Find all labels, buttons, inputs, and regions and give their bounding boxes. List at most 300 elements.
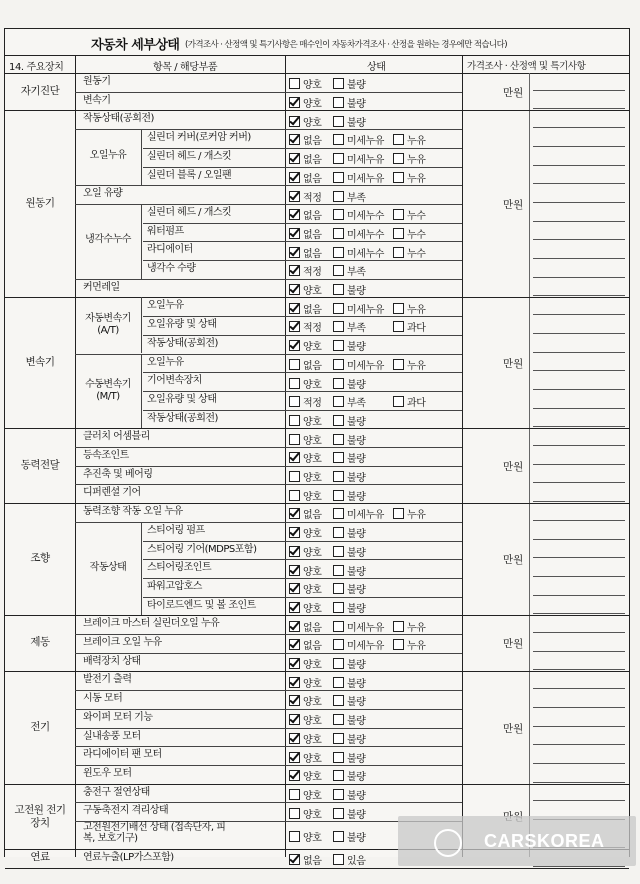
price-entry-line[interactable] [533,165,625,166]
checked-checkbox-icon[interactable] [289,770,300,781]
price-entry-line[interactable] [533,669,625,670]
price-entry-line[interactable] [533,221,625,222]
checkbox-icon[interactable] [333,78,344,89]
status-option[interactable] [393,226,426,241]
status-option[interactable] [333,207,384,222]
status-option[interactable] [393,319,426,334]
status-option[interactable] [393,506,426,521]
status-option[interactable] [333,76,366,91]
checkbox-icon[interactable] [333,209,344,220]
status-option[interactable] [333,450,366,465]
status-option[interactable] [333,132,384,147]
checkbox-icon[interactable] [333,831,344,842]
status-option-label: 누유 [407,136,426,148]
checkbox-icon[interactable] [333,153,344,164]
status-option[interactable] [393,151,426,166]
status-option[interactable] [289,544,322,559]
status-option-label: 불량 [347,678,366,690]
checkbox-icon[interactable] [289,396,300,407]
row-divider [75,765,462,766]
checkbox-icon[interactable] [333,733,344,744]
price-entry-line[interactable] [533,576,625,577]
status-option[interactable] [289,301,322,316]
checked-checkbox-icon[interactable] [289,602,300,613]
checkbox-icon[interactable] [289,378,300,389]
status-option[interactable] [393,357,426,372]
checked-checkbox-icon[interactable] [289,752,300,763]
status-option-label: 양호 [303,716,322,728]
checkbox-icon[interactable] [333,321,344,332]
checkbox-icon[interactable] [333,752,344,763]
status-option[interactable] [333,413,366,428]
subgroup-divider [141,129,142,185]
status-option[interactable] [393,170,426,185]
status-option-label: 없음 [303,155,322,167]
col-item: 항목 / 해당부품 [153,62,218,73]
status-option[interactable] [333,544,366,559]
checkbox-icon[interactable] [333,228,344,239]
status-option-label: 불량 [347,603,366,615]
status-option[interactable] [289,656,322,671]
checked-checkbox-icon[interactable] [289,116,300,127]
price-entry-line[interactable] [533,258,625,259]
checkbox-icon[interactable] [289,415,300,426]
status-option[interactable] [289,637,322,652]
status-option[interactable] [289,829,322,844]
checked-checkbox-icon[interactable] [289,508,300,519]
status-option[interactable] [333,245,384,260]
price-entry-line[interactable] [533,408,625,409]
price-entry-line[interactable] [533,688,625,689]
status-option-label: 불량 [347,491,366,503]
row-item-label: 배력장치 상태 [83,655,141,667]
checked-checkbox-icon[interactable] [289,714,300,725]
checkbox-icon[interactable] [333,583,344,594]
section-label: 원동기 [25,196,55,209]
status-option[interactable] [333,394,366,409]
checked-checkbox-icon[interactable] [289,565,300,576]
status-option[interactable] [289,207,322,222]
status-option[interactable] [333,488,366,503]
checkbox-icon[interactable] [333,854,344,865]
status-option-label: 없음 [303,136,322,148]
section-label: 고전원 전기장치 [14,804,66,829]
checkbox-icon[interactable] [333,621,344,632]
status-option-label: 양호 [303,566,322,578]
status-option[interactable] [333,619,384,634]
status-option[interactable] [289,413,322,428]
status-option[interactable] [333,432,366,447]
checkbox-icon[interactable] [333,303,344,314]
checkbox-icon[interactable] [333,415,344,426]
checkbox-icon[interactable] [289,831,300,842]
status-option[interactable] [289,189,322,204]
status-option[interactable] [289,600,322,615]
price-entry-line[interactable] [533,595,625,596]
status-option[interactable] [333,731,366,746]
status-option[interactable] [289,226,322,241]
section-divider [5,428,629,429]
status-option[interactable] [333,806,366,821]
status-option-label: 없음 [303,211,322,223]
status-option-label: 불량 [347,547,366,559]
checkbox-icon[interactable] [333,508,344,519]
status-option[interactable] [289,76,322,91]
checkbox-icon[interactable] [333,396,344,407]
status-option[interactable] [333,301,384,316]
checkbox-icon[interactable] [289,490,300,501]
status-option[interactable] [333,750,366,765]
status-option[interactable] [333,852,366,867]
status-option-label: 누유 [407,360,426,372]
price-entry-line[interactable] [533,239,625,240]
status-option[interactable] [289,488,322,503]
checkbox-icon[interactable] [333,490,344,501]
status-option-label: 양호 [303,734,322,746]
checkbox-icon[interactable] [333,191,344,202]
status-option[interactable] [333,656,366,671]
row-item-label: 오일누유 [147,356,184,368]
status-option[interactable] [289,263,322,278]
status-option[interactable] [289,750,322,765]
checkbox-icon[interactable] [333,97,344,108]
status-option[interactable] [333,675,366,690]
price-entry-line[interactable] [533,763,625,764]
checkbox-icon[interactable] [393,508,404,519]
checked-checkbox-icon[interactable] [289,733,300,744]
status-option-label: 있음 [347,856,366,868]
checked-checkbox-icon[interactable] [289,583,300,594]
checked-checkbox-icon[interactable] [289,153,300,164]
subgroup-divider [141,297,142,353]
price-entry-line[interactable] [533,707,625,708]
checkbox-icon[interactable] [333,770,344,781]
status-option[interactable] [289,525,322,540]
status-option[interactable] [289,357,322,372]
row-divider [143,335,462,336]
checked-checkbox-icon[interactable] [289,321,300,332]
row-divider [75,185,462,186]
status-option[interactable] [333,506,384,521]
status-option-label: 누유 [407,510,426,522]
status-option[interactable] [333,637,384,652]
status-option[interactable] [393,245,426,260]
price-entry-line[interactable] [533,520,625,521]
status-option[interactable] [393,207,426,222]
price-entry-line[interactable] [533,202,625,203]
status-option[interactable] [333,525,366,540]
status-option[interactable] [333,600,366,615]
checkbox-icon[interactable] [289,359,300,370]
checkbox-icon[interactable] [393,228,404,239]
status-option[interactable] [333,469,366,484]
checkbox-icon[interactable] [333,658,344,669]
checked-checkbox-icon[interactable] [289,247,300,258]
checkbox-icon[interactable] [333,565,344,576]
status-option[interactable] [289,132,322,147]
status-option[interactable] [333,376,366,391]
row-item-label: 실린더 커버(로커암 커버) [147,132,251,144]
status-option[interactable] [393,132,426,147]
checkbox-icon[interactable] [333,546,344,557]
checkbox-icon[interactable] [393,303,404,314]
checkbox-icon[interactable] [393,639,404,650]
column-header [5,55,629,74]
checkbox-icon[interactable] [333,808,344,819]
checkbox-icon[interactable] [289,78,300,89]
status-option[interactable] [393,619,426,634]
status-option[interactable] [393,394,426,409]
price-entry-line[interactable] [533,108,625,109]
status-option[interactable] [289,581,322,596]
checked-checkbox-icon[interactable] [289,134,300,145]
checkbox-icon[interactable] [333,359,344,370]
checked-checkbox-icon[interactable] [289,854,300,865]
row-item-label: 작동상태(공회전) [147,337,218,349]
status-option-label: 과다 [407,323,426,335]
row-item-label: 클러치 어셈블리 [83,431,150,443]
checked-checkbox-icon[interactable] [289,658,300,669]
status-option-label: 없음 [303,229,322,241]
price-entry-line[interactable] [533,501,625,502]
row-item-label: 실내송풍 모터 [83,730,141,742]
status-option[interactable] [289,787,322,802]
status-option[interactable] [289,114,322,129]
price-entry-line[interactable] [533,651,625,652]
status-option[interactable] [333,189,366,204]
price-entry-line[interactable] [533,127,625,128]
status-option[interactable] [333,768,366,783]
status-option-label: 양호 [303,435,322,447]
price-entry-line[interactable] [533,370,625,371]
checkbox-icon[interactable] [289,471,300,482]
checkbox-icon[interactable] [393,134,404,145]
row-item-label: 시동 모터 [83,693,123,705]
status-option-label: 양호 [303,117,322,129]
checkbox-icon[interactable] [333,452,344,463]
checkbox-icon[interactable] [333,247,344,258]
checked-checkbox-icon[interactable] [289,209,300,220]
checkbox-icon[interactable] [333,527,344,538]
status-option[interactable] [333,581,366,596]
checkbox-icon[interactable] [289,434,300,445]
status-option[interactable] [333,151,384,166]
price-entry-line[interactable] [533,277,625,278]
checkbox-icon[interactable] [333,695,344,706]
status-option[interactable] [289,469,322,484]
price-entry-line[interactable] [533,482,625,483]
price-entry-line[interactable] [533,557,625,558]
checked-checkbox-icon[interactable] [289,172,300,183]
divider [285,55,286,857]
status-option-label: 적정 [303,192,322,204]
status-option-label: 없음 [303,173,322,185]
checkbox-icon[interactable] [333,677,344,688]
price-entry-line[interactable] [533,800,625,801]
status-option[interactable] [333,338,366,353]
price-unit-label: 만원 [503,198,524,211]
status-option[interactable] [333,829,366,844]
status-option[interactable] [289,731,322,746]
checked-checkbox-icon[interactable] [289,452,300,463]
checked-checkbox-icon[interactable] [289,695,300,706]
status-option[interactable] [333,170,384,185]
row-item-label: 디퍼렌셜 기어 [83,487,141,499]
checkbox-icon[interactable] [333,340,344,351]
price-entry-line[interactable] [533,352,625,353]
status-option-label: 양호 [303,603,322,615]
status-option[interactable] [289,394,322,409]
status-option[interactable] [289,432,322,447]
status-option[interactable] [289,852,322,867]
checkbox-icon[interactable] [333,602,344,613]
price-entry-line[interactable] [533,314,625,315]
status-option[interactable] [289,170,322,185]
checkbox-icon[interactable] [393,621,404,632]
status-option[interactable] [289,319,322,334]
status-option[interactable] [333,282,366,297]
status-option[interactable] [333,787,366,802]
checkbox-icon[interactable] [333,378,344,389]
checked-checkbox-icon[interactable] [289,639,300,650]
status-option[interactable] [289,768,322,783]
subgroup-label: 작동상태 [89,561,127,573]
section-label: 전기 [30,720,50,733]
row-divider [75,690,462,691]
price-entry-line[interactable] [533,389,625,390]
checkbox-icon[interactable] [393,172,404,183]
row-item-label: 파워고압호스 [147,580,202,592]
status-option[interactable] [333,357,384,372]
checked-checkbox-icon[interactable] [289,265,300,276]
status-option[interactable] [393,637,426,652]
row-item-label: 오일유량 및 상태 [147,393,217,405]
row-item-label: 구동축전지 격리상태 [83,805,169,817]
checkbox-icon[interactable] [333,714,344,725]
status-option[interactable] [289,95,322,110]
status-option-label: 없음 [303,304,322,316]
checkbox-icon[interactable] [333,434,344,445]
checkbox-icon[interactable] [289,789,300,800]
watermark-text: CARSKOREA [484,831,605,851]
status-option[interactable] [333,693,366,708]
status-option[interactable] [289,282,322,297]
checked-checkbox-icon[interactable] [289,621,300,632]
status-option-label: 불량 [347,833,366,844]
status-option-label: 양호 [303,809,322,821]
section-divider [5,615,629,616]
checkbox-icon[interactable] [333,789,344,800]
checkbox-icon[interactable] [393,153,404,164]
sheet-note: (가격조사 · 산정액 및 특기사항은 매수인이 자동차가격조사 · 산정을 원하는 경우에만 적습니다) [185,40,507,50]
checkbox-icon[interactable] [333,265,344,276]
checked-checkbox-icon[interactable] [289,527,300,538]
status-option[interactable] [289,338,322,353]
price-entry-line[interactable] [533,464,625,465]
checkbox-icon[interactable] [333,116,344,127]
status-option[interactable] [393,301,426,316]
checked-checkbox-icon[interactable] [289,284,300,295]
section-label: 동력전달 [20,458,60,471]
checkbox-icon[interactable] [333,471,344,482]
status-option[interactable] [289,675,322,690]
status-option[interactable] [333,319,366,334]
status-option[interactable] [289,245,322,260]
checked-checkbox-icon[interactable] [289,303,300,314]
status-option-label: 적정 [303,398,322,410]
status-option[interactable] [333,712,366,727]
status-option[interactable] [333,226,384,241]
status-option[interactable] [289,151,322,166]
checked-checkbox-icon[interactable] [289,546,300,557]
subgroup-label: 자동변속기 (A/T) [85,313,131,337]
checkbox-icon[interactable] [393,321,404,332]
status-option[interactable] [289,806,322,821]
checkbox-icon[interactable] [393,247,404,258]
status-option[interactable] [333,263,366,278]
price-entry-line[interactable] [533,539,625,540]
price-entry-line[interactable] [533,426,625,427]
status-option[interactable] [289,693,322,708]
price-entry-line[interactable] [533,183,625,184]
status-option[interactable] [289,712,322,727]
checked-checkbox-icon[interactable] [289,340,300,351]
checkbox-icon[interactable] [333,284,344,295]
checkbox-icon[interactable] [333,134,344,145]
status-option[interactable] [333,95,366,110]
row-item-label: 동력조향 작동 오일 누유 [83,506,183,518]
price-entry-line[interactable] [533,90,625,91]
checkbox-icon[interactable] [393,359,404,370]
subgroup-divider [141,522,142,616]
checkbox-icon[interactable] [289,808,300,819]
checked-checkbox-icon[interactable] [289,191,300,202]
status-option-label: 미세누유 [347,173,385,185]
checkbox-icon[interactable] [333,172,344,183]
price-entry-line[interactable] [533,726,625,727]
checkbox-icon[interactable] [393,396,404,407]
price-entry-line[interactable] [533,445,625,446]
status-option[interactable] [333,114,366,129]
checkbox-icon[interactable] [393,209,404,220]
status-option[interactable] [289,563,322,578]
status-option[interactable] [289,619,322,634]
price-entry-line[interactable] [533,295,625,296]
col-price: 가격조사 · 산정액 및 특기사항 [467,61,586,72]
status-option[interactable] [289,506,322,521]
price-entry-line[interactable] [533,333,625,334]
status-option-label: 과다 [407,398,426,410]
section-divider [5,110,629,111]
status-option[interactable] [289,376,322,391]
status-option[interactable] [333,563,366,578]
price-entry-line[interactable] [533,146,625,147]
checkbox-icon[interactable] [333,639,344,650]
checked-checkbox-icon[interactable] [289,97,300,108]
checked-checkbox-icon[interactable] [289,228,300,239]
price-entry-line[interactable] [533,744,625,745]
status-option-label: 양호 [303,529,322,541]
price-entry-line[interactable] [533,782,625,783]
price-entry-line[interactable] [533,632,625,633]
price-entry-line[interactable] [533,613,625,614]
status-option-label: 양호 [303,379,322,391]
status-option-label: 누유 [407,155,426,167]
checked-checkbox-icon[interactable] [289,677,300,688]
status-option[interactable] [289,450,322,465]
status-option-label: 미세누유 [347,622,385,634]
row-item-label: 오일누유 [147,300,184,312]
